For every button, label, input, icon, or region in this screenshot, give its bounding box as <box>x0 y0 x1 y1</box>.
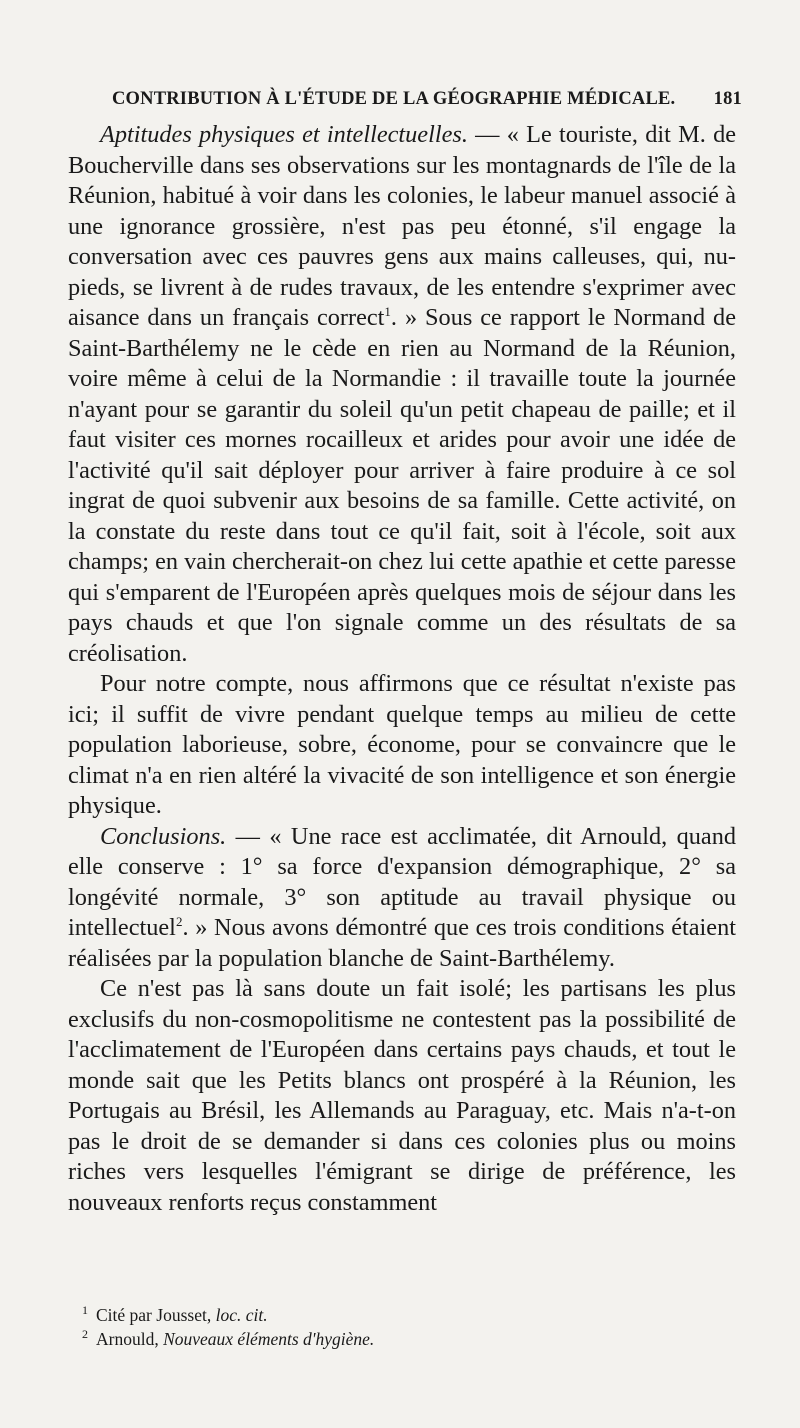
main-text <box>68 120 736 1218</box>
paragraph-text: . » Sous ce rapport le Normand de Saint-Barthélemy ne le cède en rien au Normand de la Réunion, voire même à celui de la Normandie : il travaille toute la journée n'ayant pour se garantir du soleil qu'un petit chapeau de paille; et il faut visiter ces mornes rocailleux et arides pour avoir une idée de l'activité qu'il sait déployer pour arriver à faire produire à ce sol ingrat de quoi subvenir aux besoins de sa famille. Cette activité, on la constate du reste dans tout ce qu'il fait, soit à l'école, soit aux champs; en vain chercherait-on chez lui cette apathie et cette paresse qui s'emparent de l'Européen après quelques mois de séjour dans les pays chauds et que l'on signale comme un des résultats de sa créolisation. <box>68 304 736 667</box>
paragraph-pour-notre-compte: Pour notre compte, nous affirmons que ce résultat n'existe pas ici; il suffit de vivre pendant quelque temps au milieu de cette population laborieuse, sobre, économe, pour se convaincre que le climat n'a en rien altéré la vivacité de son intelligence et son énergie physique. <box>68 670 736 819</box>
footnote-ref-2: 2 <box>175 913 183 929</box>
paragraph-conclusions <box>68 822 736 975</box>
section-heading-aptitudes: Aptitudes physiques et intellectuelles. <box>100 121 468 148</box>
page-number: 181 <box>713 89 742 109</box>
footnote-number: 1 <box>82 1303 88 1318</box>
footnote-italic: loc. cit. <box>215 1305 268 1325</box>
footnote-text: Cité par Jousset, <box>96 1305 216 1325</box>
footnote-italic: Nouveaux éléments d'hygiène. <box>163 1329 375 1349</box>
paragraph-text: . » Nous avons démontré que ces trois conditions étaient réalisées par la population blanche de Saint-Barthélemy. <box>68 914 736 972</box>
paragraph-text: — « Le touriste, dit M. de Boucherville dans ses observations sur les montagnards de l'île de la Réunion, habitué à voir dans les colonies, le labeur manuel associé à une ignorance grossière, n'est pas peu étonné, s'il engage la conversation avec ces pauvres gens aux mains calleuses, qui, nu-pieds, se livrent à de rudes travaux, de les entendre s'exprimer avec aisance dans un français correct <box>68 121 737 331</box>
footnotes <box>82 1303 722 1351</box>
footnote-text: Arnould, <box>96 1329 164 1349</box>
running-title: CONTRIBUTION À L'ÉTUDE DE LA GÉOGRAPHIE MÉDICALE. <box>112 89 676 109</box>
footnote-2 <box>82 1327 722 1351</box>
running-header <box>112 89 742 115</box>
footnote-1 <box>82 1303 722 1327</box>
section-heading-conclusions: Conclusions. <box>100 822 227 850</box>
paragraph-aptitudes <box>68 120 736 669</box>
footnote-number: 2 <box>82 1327 88 1342</box>
paragraph-fait-isole: Ce n'est pas là sans doute un fait isolé; les partisans les plus exclusifs du non-cosmopolitisme ne contestent pas la possibilité de l'acclimatement de l'Européen dans certains pays chauds, et tout le monde sait que les Petits blancs ont prospéré à la Réunion, les Portugais au Brésil, les Allemands au Paraguay, etc. Mais n'a-t-on pas le droit de se demander si dans ces colonies plus ou moins riches vers lesquelles l'émigrant se dirige de préférence, les nouveaux renforts reçus constamment <box>68 975 736 1216</box>
paragraph-text: — « Une race est acclimatée, dit Arnould, quand elle conserve : 1° sa force d'expansion démographique, 2° sa longévité normale, 3° son aptitude au travail physique ou intellectuel <box>68 822 736 941</box>
footnote-ref-1: 1 <box>384 303 391 319</box>
